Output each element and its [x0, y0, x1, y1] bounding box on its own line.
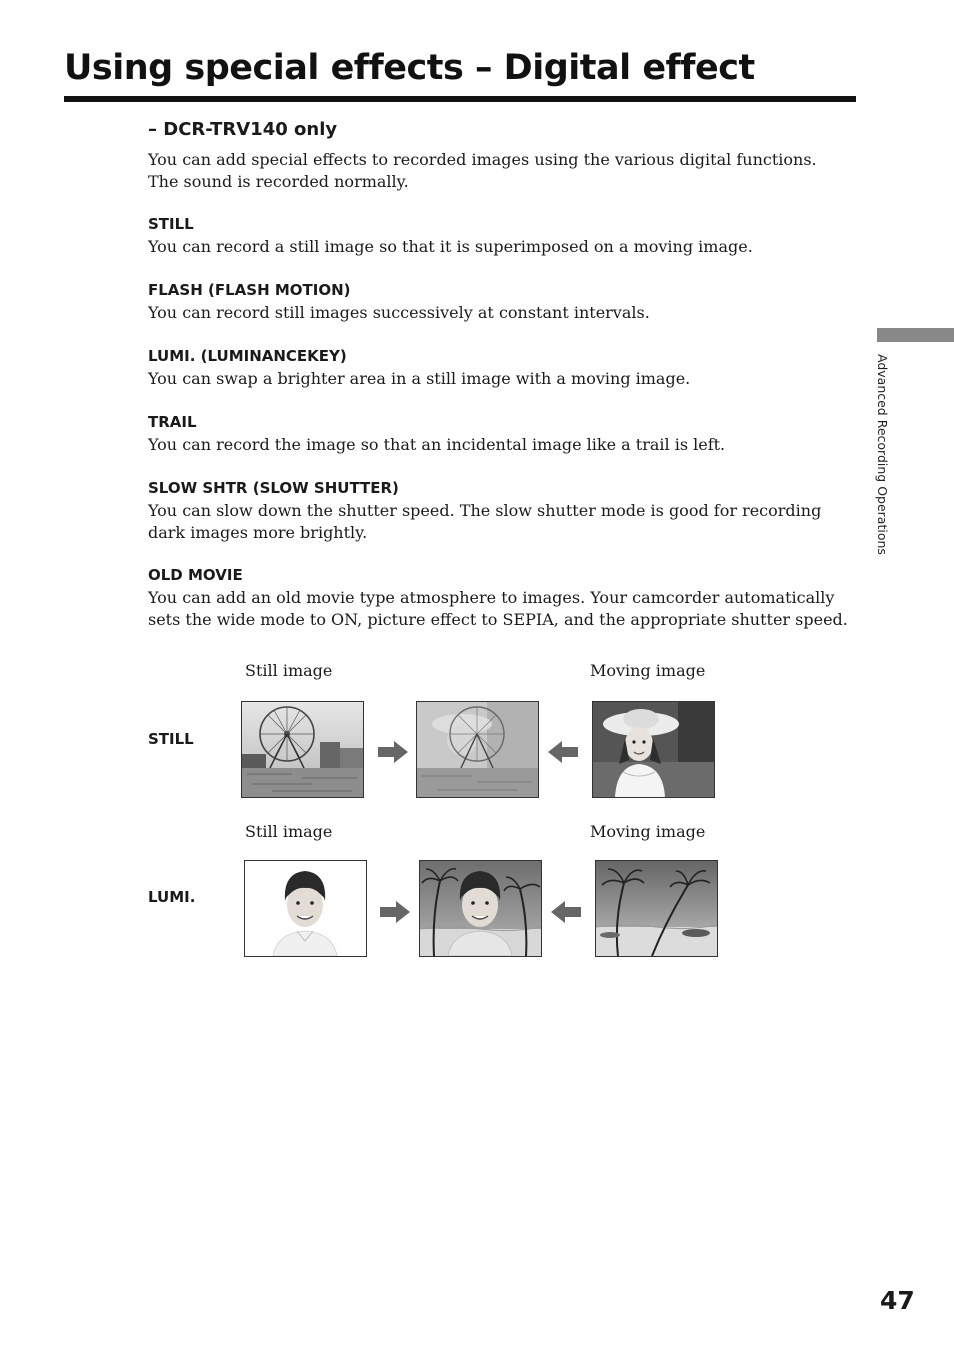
- arrow-right-icon: [378, 741, 408, 763]
- beach-palms-photo: [595, 860, 718, 957]
- effect-heading-still: STILL: [148, 215, 194, 233]
- superimposed-photo: [416, 701, 539, 798]
- effect-text-trail: You can record the image so that an incidental image like a trail is left.: [148, 435, 726, 454]
- intro-paragraph: You can add special effects to recorded images using the various digital functions. The sound is recorded normally.: [148, 150, 817, 191]
- title-rule: [64, 96, 856, 102]
- girl-in-hat-photo: [592, 701, 715, 798]
- moving-image-caption: Moving image: [590, 822, 706, 841]
- illustration-label-lumi: LUMI.: [148, 888, 196, 906]
- page-number: 47: [880, 1286, 915, 1315]
- effect-text-flash: You can record still images successively at constant intervals.: [148, 303, 650, 322]
- illustration-label-still: STILL: [148, 730, 194, 748]
- effect-text-old-movie: You can add an old movie type atmosphere to images. Your camcorder automatically sets the wide mode to ON, picture effect to SEPIA, and the appropriate shutter speed.: [148, 588, 848, 629]
- effect-text-lumi: You can swap a brighter area in a still image with a moving image.: [148, 369, 691, 388]
- section-side-label: Advanced Recording Operations: [875, 354, 890, 555]
- page-subtitle: – DCR-TRV140 only: [148, 119, 338, 140]
- effect-heading-slow-shutter: SLOW SHTR (SLOW SHUTTER): [148, 479, 399, 497]
- portrait-on-beach-photo: [419, 860, 542, 957]
- effect-heading-lumi: LUMI. (LUMINANCEKEY): [148, 347, 347, 365]
- page-title: Using special effects – Digital effect: [64, 48, 755, 88]
- effect-heading-trail: TRAIL: [148, 413, 197, 431]
- portrait-photo: [244, 860, 367, 957]
- section-tab-marker: [877, 328, 954, 342]
- arrow-right-icon: [380, 901, 410, 923]
- arrow-left-icon: [551, 901, 581, 923]
- still-image-caption: Still image: [245, 822, 333, 841]
- still-image-caption: Still image: [245, 661, 333, 680]
- moving-image-caption: Moving image: [590, 661, 706, 680]
- effect-text-slow-shutter: You can slow down the shutter speed. The slow shutter mode is good for recording dark images more brightly.: [148, 501, 822, 542]
- arrow-left-icon: [548, 741, 578, 763]
- ferris-wheel-photo: [241, 701, 364, 798]
- effect-heading-old-movie: OLD MOVIE: [148, 566, 243, 584]
- effect-heading-flash: FLASH (FLASH MOTION): [148, 281, 351, 299]
- effect-text-still: You can record a still image so that it is superimposed on a moving image.: [148, 237, 753, 256]
